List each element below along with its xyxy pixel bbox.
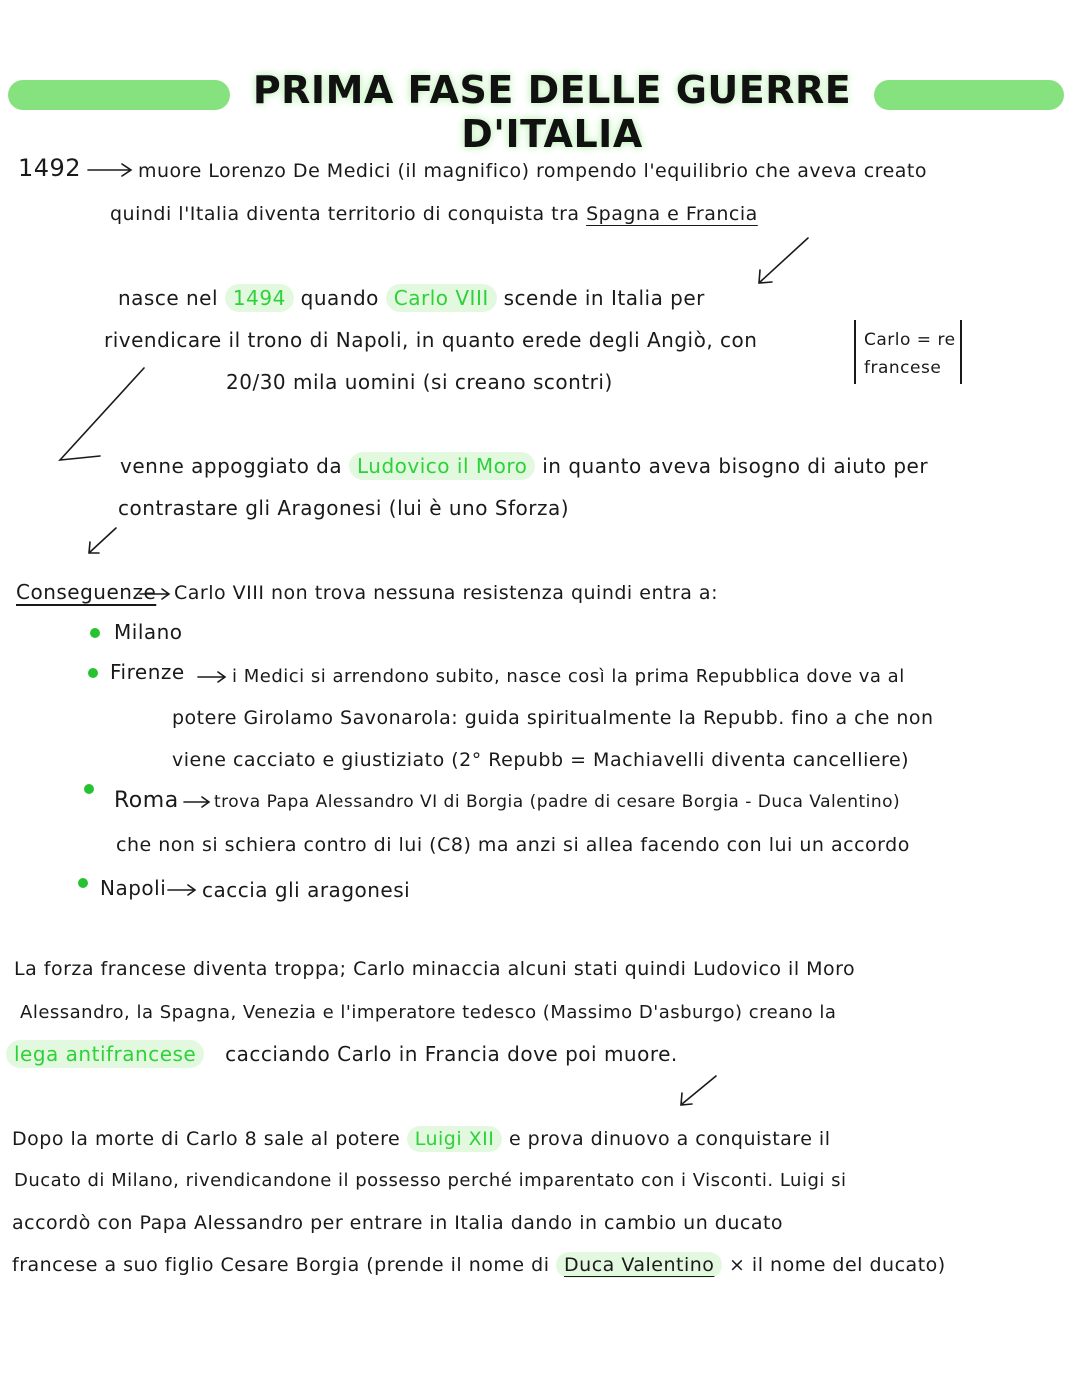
luigi-xii: Luigi XII: [407, 1126, 503, 1152]
arrow-icon: [88, 164, 131, 176]
bullet-milano: Milano: [114, 620, 183, 644]
napoli-line: caccia gli aragonesi: [202, 878, 411, 902]
bullet-dot: [90, 628, 100, 638]
ludovico-il-moro: Ludovico il Moro: [349, 452, 535, 480]
intro-line-2: quindi l'Italia diventa territorio di conquista tra Spagna e Francia: [110, 203, 758, 225]
arrow-icon: [759, 238, 808, 283]
arrow-icon: [198, 672, 225, 682]
year-1492: 1492: [18, 154, 82, 182]
league-line-2: Alessandro, la Spagna, Venezia e l'imperatore tedesco (Massimo D'asburgo) creano la: [20, 1002, 837, 1023]
consequences-intro: Carlo VIII non trova nessuna resistenza quindi entra a:: [174, 582, 718, 604]
descent-line-3: 20/30 mila uomini (si creano scontri): [226, 370, 613, 394]
luigi-line-3: accordò con Papa Alessandro per entrare in Italia dando in cambio un ducato: [12, 1212, 784, 1234]
spagna-francia: Spagna e Francia: [586, 203, 758, 225]
arrow-icon: [89, 528, 116, 553]
lega-antifrancese: lega antifrancese: [6, 1040, 204, 1068]
arrow-icon: [184, 797, 209, 807]
luigi-line-4: francese a suo figlio Cesare Borgia (prende il nome di Duca Valentino × il nome del ducato): [12, 1254, 946, 1276]
descent-line-2: rivendicare il trono di Napoli, in quanto erede degli Angiò, con: [104, 328, 758, 352]
descent-line-1: nasce nel 1494 quando Carlo VIII scende in Italia per: [118, 286, 705, 310]
roma-line-2: che non si schiera contro di lui (C8) ma anzi si allea facendo con lui un accordo: [116, 834, 910, 856]
bullet-napoli: Napoli: [100, 876, 167, 900]
bullet-dot: [78, 878, 88, 888]
arrow-icon: [60, 368, 144, 460]
league-line-3: lega antifrancese cacciando Carlo in Francia dove poi muore.: [6, 1042, 678, 1066]
consequences-label: Conseguenze: [16, 580, 157, 604]
bullet-dot: [88, 668, 98, 678]
bullet-roma: Roma: [114, 788, 179, 813]
carlo-viii: Carlo VIII: [386, 284, 497, 312]
arrow-icon: [168, 885, 195, 895]
luigi-line-1: Dopo la morte di Carlo 8 sale al potere Luigi XII e prova dinuovo a conquistare il: [12, 1128, 831, 1150]
firenze-line-2: potere Girolamo Savonarola: guida spiritualmente la Repubb. fino a che non: [172, 707, 934, 729]
year-1494: 1494: [225, 284, 294, 312]
firenze-line-3: viene cacciato e giustiziato (2° Repubb = Machiavelli diventa cancelliere): [172, 749, 910, 771]
note-line-1: Carlo = re: [864, 330, 956, 350]
support-line-1: venne appoggiato da Ludovico il Moro in quanto aveva bisogno di aiuto per: [120, 454, 929, 478]
page-title: PRIMA FASE DELLE GUERRE D'ITALIA: [252, 68, 852, 156]
note-line-2: francese: [864, 358, 942, 378]
bullet-dot: [84, 784, 94, 794]
bullet-firenze: Firenze: [110, 660, 185, 684]
roma-line-1: trova Papa Alessandro VI di Borgia (padre di cesare Borgia - Duca Valentino): [214, 792, 901, 812]
arrow-icon: [681, 1076, 716, 1105]
league-line-1: La forza francese diventa troppa; Carlo minaccia alcuni stati quindi Ludovico il Moro: [14, 958, 856, 980]
support-line-2: contrastare gli Aragonesi (lui è uno Sforza): [118, 496, 570, 520]
intro-line-1: muore Lorenzo De Medici (il magnifico) rompendo l'equilibrio che aveva creato: [138, 160, 927, 182]
firenze-line-1: i Medici si arrendono subito, nasce così la prima Repubblica dove va al: [232, 666, 905, 687]
duca-valentino: Duca Valentino: [556, 1252, 722, 1278]
luigi-line-2: Ducato di Milano, rivendicandone il possesso perché imparentato con i Visconti. Luigi si: [14, 1170, 847, 1191]
